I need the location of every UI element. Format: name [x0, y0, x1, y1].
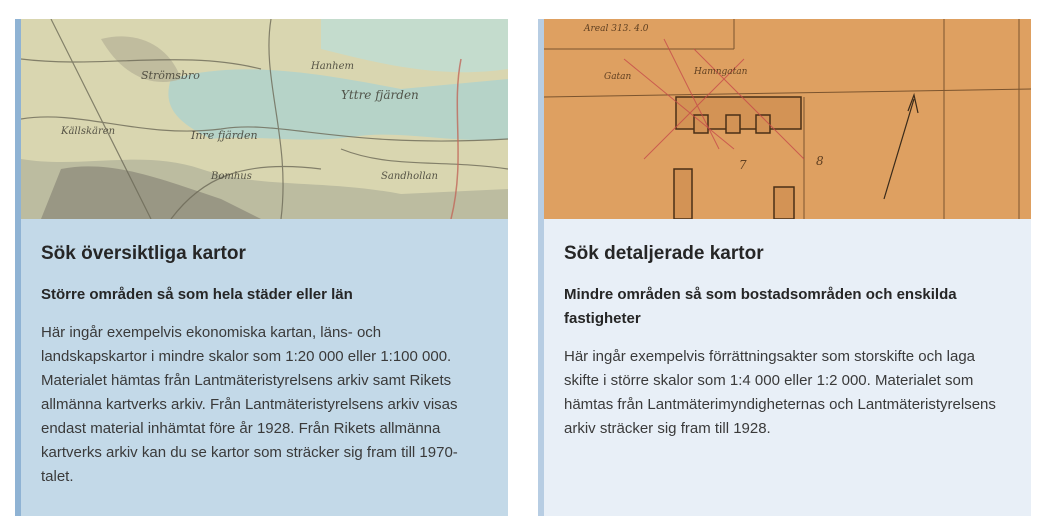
- card-subtitle: Större områden så som hela städer eller län: [41, 286, 353, 303]
- svg-text:Gatan: Gatan: [604, 72, 632, 82]
- svg-text:8: 8: [816, 154, 824, 168]
- historic-topographic-map-image: [21, 19, 508, 219]
- svg-text:Hamngatan: Hamngatan: [694, 67, 748, 77]
- svg-text:Yttre fjärden: Yttre fjärden: [341, 88, 419, 102]
- card-title: Sök detaljerade kartor: [564, 243, 764, 264]
- card-subtitle: Mindre områden så som bostadsområden och enskilda fastigheter: [564, 286, 957, 327]
- svg-text:Hanhem: Hanhem: [311, 61, 354, 72]
- card-description: Här ingår exempelvis ekonomiska kartan, läns- och landskapskartor i mindre skalor som 1:20 000 eller 1:100 000. Materialet hämtas från Lantmäteristyrelsens arkiv samt Rikets allmänna kartverks arkiv. Från Lantmäteristyrelsens arkiv visas endast material inhämtat före år 1928. Från Rikets allmänna kartverks arkiv kan du se kartor som sträcker sig fram till 1970-talet.: [41, 324, 458, 485]
- svg-text:7: 7: [739, 158, 747, 172]
- svg-text:Areal 313. 4.0: Areal 313. 4.0: [584, 24, 649, 34]
- svg-text:Inre fjärden: Inre fjärden: [191, 129, 258, 142]
- card-description: Här ingår exempelvis förrättningsakter som storskifte och laga skifte i större skalor som 1:4 000 eller 1:2 000. Materialet som hämtas från Lantmäterimyndigheternas och Lantmäteristyrelsens arkiv sträcker sig fram till 1928.: [564, 348, 996, 437]
- card-title: Sök översiktliga kartor: [41, 243, 246, 264]
- card-overview-maps[interactable]: [15, 19, 508, 516]
- svg-text:Bomhus: Bomhus: [211, 171, 252, 182]
- card-detailed-maps[interactable]: [538, 19, 1031, 516]
- svg-text:Sandhollan: Sandhollan: [381, 171, 438, 182]
- svg-text:Strömsbro: Strömsbro: [141, 69, 200, 82]
- svg-text:Källskären: Källskären: [61, 126, 116, 137]
- historic-cadastral-plan-image: [544, 19, 1031, 219]
